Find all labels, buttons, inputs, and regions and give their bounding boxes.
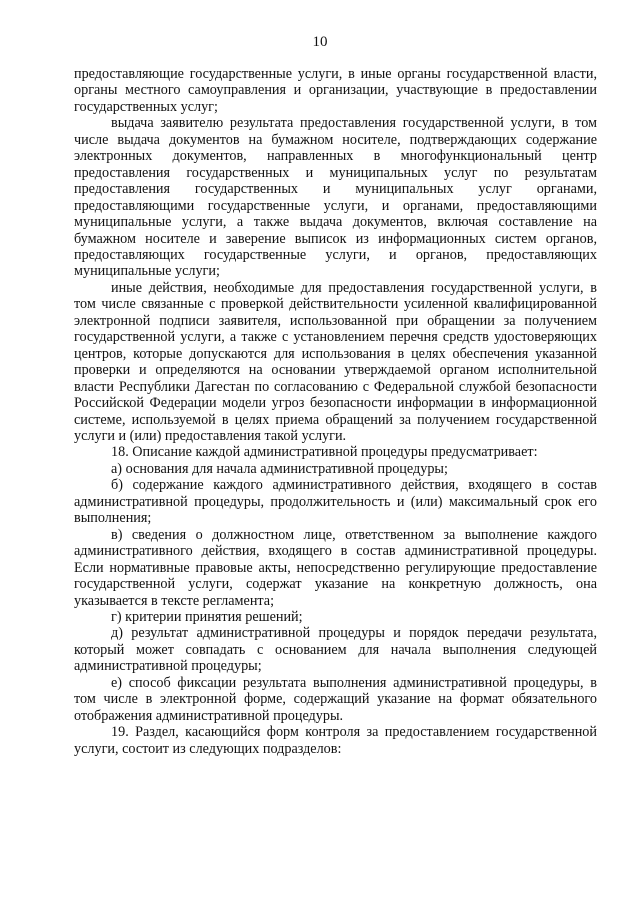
paragraph: 19. Раздел, касающийся форм контроля за предоставлением государственной услуги, состоит из следующих подразделов: <box>74 724 597 757</box>
page-number: 10 <box>312 34 328 50</box>
list-item: в) сведения о должностном лице, ответственном за выполнение каждого административного действия, входящего в состав административной процедуры. Если нормативные правовые акты, непосредственно регулирующие предоставление государственной услуги, содержат указание на конкретную должность, она указывается в тексте регламента; <box>74 526 597 609</box>
paragraph: выдача заявителю результата предоставления государственной услуги, в том числе выдача документов на бумажном носителе, подтверждающих содержание электронных документов, направленных в многофункциональный центр предоставления государственных и муниципальных услуг по результатам предоставления государственных и муниципальных услуг органами, предоставляющими государственные услуги, и органами, предоставляющими муниципальные услуги, а также выдача документов, включая составление на бумажном носителе и заверение выписок из информационных систем органов, предоставляющих государственные услуги, и органов, предоставляющих муниципальные услуги; <box>74 115 597 280</box>
list-item: б) содержание каждого административного действия, входящего в состав административной процедуры, продолжительность и (или) максимальный срок его выполнения; <box>74 477 597 527</box>
document-body <box>74 66 597 757</box>
list-item: а) основания для начала административной процедуры; <box>111 460 448 477</box>
page-edge <box>40 898 600 899</box>
list-item: е) способ фиксации результата выполнения административной процедуры, в том числе в электронной форме, содержащий указание на формат обязательного отображения административной процедуры. <box>74 674 597 724</box>
list-item: г) критерии принятия решений; <box>111 608 303 625</box>
paragraph: предоставляющие государственные услуги, в иные органы государственной власти, органы местного самоуправления и организации, участвующие в предоставлении государственных услуг; <box>74 66 597 115</box>
paragraph: иные действия, необходимые для предоставления государственной услуги, в том числе связанные с проверкой действительности усиленной квалифицированной электронной подписи заявителя, использованной при обращении за получением государственной услуги, а также с установлением перечня средств удостоверяющих центров, которые допускаются для использования в целях обеспечения указанной проверки и определяются на основании утверждаемой органом исполнительной власти Республики Дагестан по согласованию с Федеральной службой безопасности Российской Федерации модели угроз безопасности информации в информационной системе, используемой в целях приема обращений за получением государственной услуги и (или) предоставления такой услуги. <box>74 279 597 444</box>
paragraph: 18. Описание каждой административной процедуры предусматривает: <box>111 444 538 461</box>
list-item: д) результат административной процедуры и порядок передачи результата, который может совпадать с основанием для начала выполнения следующей административной процедуры; <box>74 625 597 675</box>
